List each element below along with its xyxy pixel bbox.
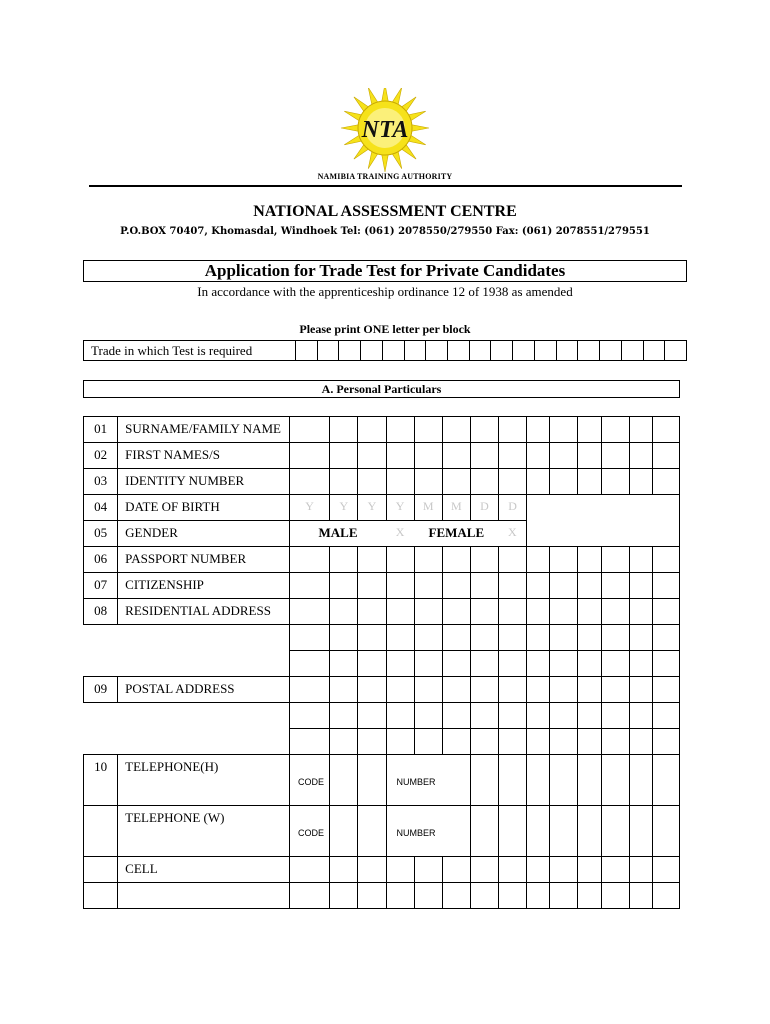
trade-label: Trade in which Test is required: [84, 341, 296, 360]
centre-address: P.O.BOX 70407, Khomasdal, Windhoek Tel: (061) 2078550/279550 Fax: (061) 2078551/279551: [120, 226, 650, 237]
row-passport-number: 06 PASSPORT NUMBER: [84, 547, 680, 573]
identity-number-label: IDENTITY NUMBER: [118, 469, 290, 495]
dob-month-1[interactable]: M: [414, 495, 442, 521]
sun-ray: [382, 88, 389, 102]
row-surname: 01 SURNAME/FAMILY NAME: [84, 417, 680, 443]
row-telephone-work: [84, 806, 680, 857]
row-postal-address-3: [84, 729, 680, 755]
dob-month-2[interactable]: M: [442, 495, 470, 521]
trade-letter-blocks[interactable]: [296, 341, 686, 360]
personal-particulars-table: [83, 416, 680, 909]
row-telephone-home: 10 TELEPHONE(H) CODE NUMBER: [84, 755, 680, 806]
telephone-work-code-label: CODE: [290, 806, 330, 857]
row-residential-address: 08 RESIDENTIAL ADDRESS: [84, 599, 680, 625]
postal-address-block[interactable]: [290, 677, 330, 703]
first-names-label: FIRST NAMES/S: [118, 443, 290, 469]
surname-block[interactable]: [290, 417, 330, 443]
gender-male-label: MALE: [290, 521, 386, 547]
row-cell: [84, 857, 680, 883]
first-names-block[interactable]: [290, 443, 330, 469]
telephone-home-code-label: CODE: [290, 755, 330, 806]
row-residential-address-3: [84, 651, 680, 677]
row-citizenship: 07 CITIZENSHIP: [84, 573, 680, 599]
page-title: NATIONAL ASSESSMENT CENTRE: [253, 203, 517, 220]
telephone-work-number-label: NUMBER: [386, 806, 470, 857]
passport-number-label: PASSPORT NUMBER: [118, 547, 290, 573]
dob-year-3[interactable]: Y: [358, 495, 386, 521]
section-a-title: A. Personal Particulars: [83, 380, 680, 398]
header-rule: [89, 185, 682, 187]
telephone-home-label: TELEPHONE(H): [118, 755, 290, 806]
row-residential-address-2: [84, 625, 680, 651]
residential-address-label: RESIDENTIAL ADDRESS: [118, 599, 290, 625]
sun-ray: [411, 125, 429, 132]
cell-label: CELL: [118, 857, 290, 883]
telephone-home-number-label: NUMBER: [386, 755, 470, 806]
gender-female-label: FEMALE: [414, 521, 498, 547]
identity-number-block[interactable]: [290, 469, 330, 495]
citizenship-label: CITIZENSHIP: [118, 573, 290, 599]
residential-address-block[interactable]: [290, 599, 330, 625]
row-gender: 05 GENDER MALE X FEMALE X: [84, 521, 680, 547]
dob-day-2[interactable]: D: [499, 495, 527, 521]
sun-ray: [341, 125, 359, 132]
row-identity-number: 03 IDENTITY NUMBER: [84, 469, 680, 495]
passport-block[interactable]: [290, 547, 330, 573]
dob-year-2[interactable]: Y: [330, 495, 358, 521]
gender-female-checkbox[interactable]: X: [499, 521, 527, 547]
dob-year-1[interactable]: Y: [290, 495, 330, 521]
citizenship-block[interactable]: [290, 573, 330, 599]
logo-org-name: NAMIBIA TRAINING AUTHORITY: [317, 172, 453, 181]
application-title: Application for Trade Test for Private Candidates: [83, 260, 687, 282]
dob-day-1[interactable]: D: [470, 495, 498, 521]
postal-address-label: POSTAL ADDRESS: [118, 677, 290, 703]
logo-initials: NTA: [361, 117, 409, 143]
row-postal-address-2: [84, 703, 680, 729]
date-of-birth-label: DATE OF BIRTH: [118, 495, 290, 521]
application-subtitle: In accordance with the apprenticeship ordinance 12 of 1938 as amended: [197, 284, 573, 299]
row-postal-address: 09 POSTAL ADDRESS: [84, 677, 680, 703]
row-first-names: 02 FIRST NAMES/S: [84, 443, 680, 469]
row-cell-2: [84, 883, 680, 909]
cell-block[interactable]: [290, 857, 330, 883]
dob-year-4[interactable]: Y: [386, 495, 414, 521]
telephone-work-label: TELEPHONE (W): [118, 806, 290, 857]
gender-label: GENDER: [118, 521, 290, 547]
surname-label: SURNAME/FAMILY NAME: [118, 417, 290, 443]
gender-male-checkbox[interactable]: X: [386, 521, 414, 547]
sun-ray: [382, 154, 389, 172]
print-instruction: Please print ONE letter per block: [299, 322, 471, 336]
row-date-of-birth: 04 DATE OF BIRTH Y Y Y Y M M D D: [84, 495, 680, 521]
trade-row: [83, 340, 687, 361]
